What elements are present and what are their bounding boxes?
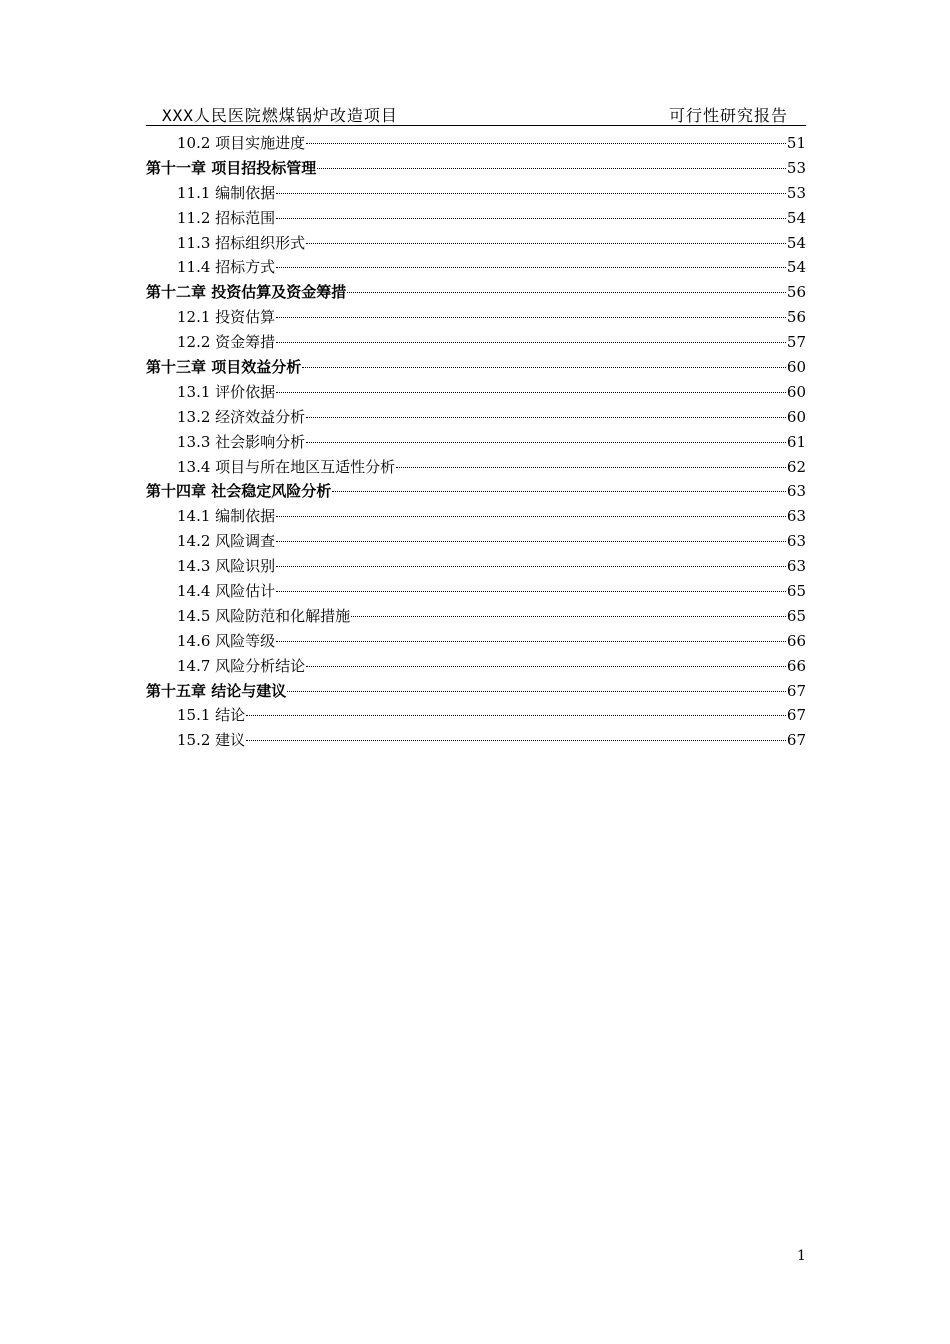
toc-section-entry[interactable]	[146, 330, 806, 355]
toc-entry-title: 10.2 项目实施进度	[177, 134, 306, 152]
toc-section-entry[interactable]	[146, 430, 806, 455]
toc-section-entry[interactable]	[146, 405, 806, 430]
toc-dot-leader	[351, 616, 786, 617]
toc-entry-page: 56	[786, 283, 806, 302]
toc-entry-title: 第十三章 项目效益分析	[146, 358, 302, 377]
toc-section-entry[interactable]	[146, 206, 806, 231]
toc-dot-leader	[347, 292, 786, 293]
toc-entry-page: 61	[786, 432, 806, 451]
toc-entry-page: 63	[786, 557, 806, 576]
toc-entry-page: 54	[786, 258, 806, 277]
toc-entry-title: 12.2 资金筹措	[177, 333, 276, 352]
toc-entry-title: 12.1 投资估算	[177, 308, 276, 327]
toc-dot-leader	[276, 392, 786, 393]
toc-entry-page: 60	[786, 407, 806, 426]
toc-entry-page: 60	[786, 382, 806, 401]
toc-section-entry[interactable]	[146, 305, 806, 330]
toc-entry-title: 14.3 风险识别	[177, 557, 276, 576]
toc-entry-page: 67	[786, 706, 806, 725]
table-of-contents	[146, 131, 806, 753]
toc-dot-leader	[317, 168, 786, 169]
toc-entry-title: 13.1 评价依据	[177, 382, 276, 401]
toc-section-entry[interactable]	[146, 529, 806, 554]
toc-entry-title: 11.4 招标方式	[177, 258, 276, 277]
toc-entry-page: 65	[786, 606, 806, 625]
toc-entry-title: 14.1 编制依据	[177, 507, 276, 526]
toc-entry-page: 66	[786, 656, 806, 675]
toc-section-entry[interactable]	[146, 703, 806, 728]
toc-entry-title: 15.1 结论	[177, 706, 246, 725]
toc-entry-title: 13.3 社会影响分析	[177, 432, 306, 451]
toc-entry-page: 51	[786, 134, 806, 152]
toc-entry-title: 13.4 项目与所在地区互适性分析	[177, 457, 396, 476]
toc-entry-page: 65	[786, 582, 806, 601]
toc-entry-title: 13.2 经济效益分析	[177, 407, 306, 426]
toc-entry-page: 60	[786, 358, 806, 377]
toc-entry-page: 63	[786, 532, 806, 551]
page-number: 1	[797, 1248, 806, 1264]
toc-entry-page: 57	[786, 333, 806, 352]
toc-entry-page: 54	[786, 233, 806, 252]
toc-entry-page: 53	[786, 183, 806, 202]
toc-entry-title: 14.4 风险估计	[177, 582, 276, 601]
toc-dot-leader	[306, 417, 786, 418]
toc-chapter-entry[interactable]	[146, 479, 806, 504]
toc-section-entry[interactable]	[146, 181, 806, 206]
toc-entry-title: 第十四章 社会稳定风险分析	[146, 482, 332, 501]
toc-chapter-entry[interactable]	[146, 280, 806, 305]
header-project-title: XXX人民医院燃煤锅炉改造项目	[162, 106, 398, 125]
toc-dot-leader	[306, 143, 786, 144]
toc-dot-leader	[287, 691, 786, 692]
toc-section-entry[interactable]	[146, 455, 806, 480]
toc-section-entry[interactable]	[146, 604, 806, 629]
toc-dot-leader	[276, 342, 786, 343]
toc-entry-title: 第十二章 投资估算及资金筹措	[146, 283, 347, 302]
toc-section-entry[interactable]	[146, 504, 806, 529]
toc-dot-leader	[276, 641, 786, 642]
toc-dot-leader	[276, 267, 786, 268]
toc-section-entry[interactable]	[146, 728, 806, 753]
toc-dot-leader	[276, 566, 786, 567]
toc-entry-page: 63	[786, 507, 806, 526]
toc-entry-title: 11.1 编制依据	[177, 183, 276, 202]
toc-entry-page: 67	[786, 731, 806, 750]
toc-section-entry[interactable]	[146, 380, 806, 405]
toc-dot-leader	[396, 467, 786, 468]
toc-chapter-entry[interactable]	[146, 355, 806, 380]
toc-dot-leader	[306, 243, 786, 244]
toc-entry-page: 67	[786, 681, 806, 700]
toc-dot-leader	[276, 317, 786, 318]
toc-entry-page: 66	[786, 631, 806, 650]
toc-entry-title: 第十五章 结论与建议	[146, 681, 287, 700]
toc-dot-leader	[276, 193, 786, 194]
toc-entry-title: 14.2 风险调查	[177, 532, 276, 551]
toc-dot-leader	[276, 218, 786, 219]
toc-entry-title: 11.3 招标组织形式	[177, 233, 306, 252]
toc-section-entry[interactable]	[146, 255, 806, 280]
toc-dot-leader	[246, 740, 786, 741]
toc-entry-title: 14.7 风险分析结论	[177, 656, 306, 675]
toc-entry-title: 11.2 招标范围	[177, 208, 276, 227]
toc-entry-title: 15.2 建议	[177, 731, 246, 750]
toc-dot-leader	[306, 442, 786, 443]
toc-chapter-entry[interactable]	[146, 156, 806, 181]
toc-dot-leader	[332, 491, 786, 492]
toc-dot-leader	[276, 591, 786, 592]
toc-section-entry[interactable]	[146, 579, 806, 604]
toc-entry-page: 62	[786, 457, 806, 476]
toc-entry-title: 14.5 风险防范和化解措施	[177, 606, 351, 625]
toc-section-entry[interactable]	[146, 554, 806, 579]
toc-entry-page: 63	[786, 482, 806, 501]
toc-section-entry[interactable]	[146, 654, 806, 679]
toc-chapter-entry[interactable]	[146, 679, 806, 704]
toc-dot-leader	[306, 666, 786, 667]
toc-dot-leader	[276, 541, 786, 542]
header-report-type: 可行性研究报告	[668, 106, 788, 125]
toc-entry-page: 53	[786, 158, 806, 177]
toc-dot-leader	[246, 715, 786, 716]
toc-section-entry[interactable]	[146, 629, 806, 654]
toc-dot-leader	[302, 367, 786, 368]
toc-section-entry[interactable]	[146, 131, 806, 156]
toc-entry-title: 第十一章 项目招投标管理	[146, 158, 317, 177]
toc-entry-page: 56	[786, 308, 806, 327]
toc-dot-leader	[276, 516, 786, 517]
page-header	[146, 103, 806, 126]
toc-section-entry[interactable]	[146, 231, 806, 256]
toc-entry-title: 14.6 风险等级	[177, 631, 276, 650]
toc-entry-page: 54	[786, 208, 806, 227]
